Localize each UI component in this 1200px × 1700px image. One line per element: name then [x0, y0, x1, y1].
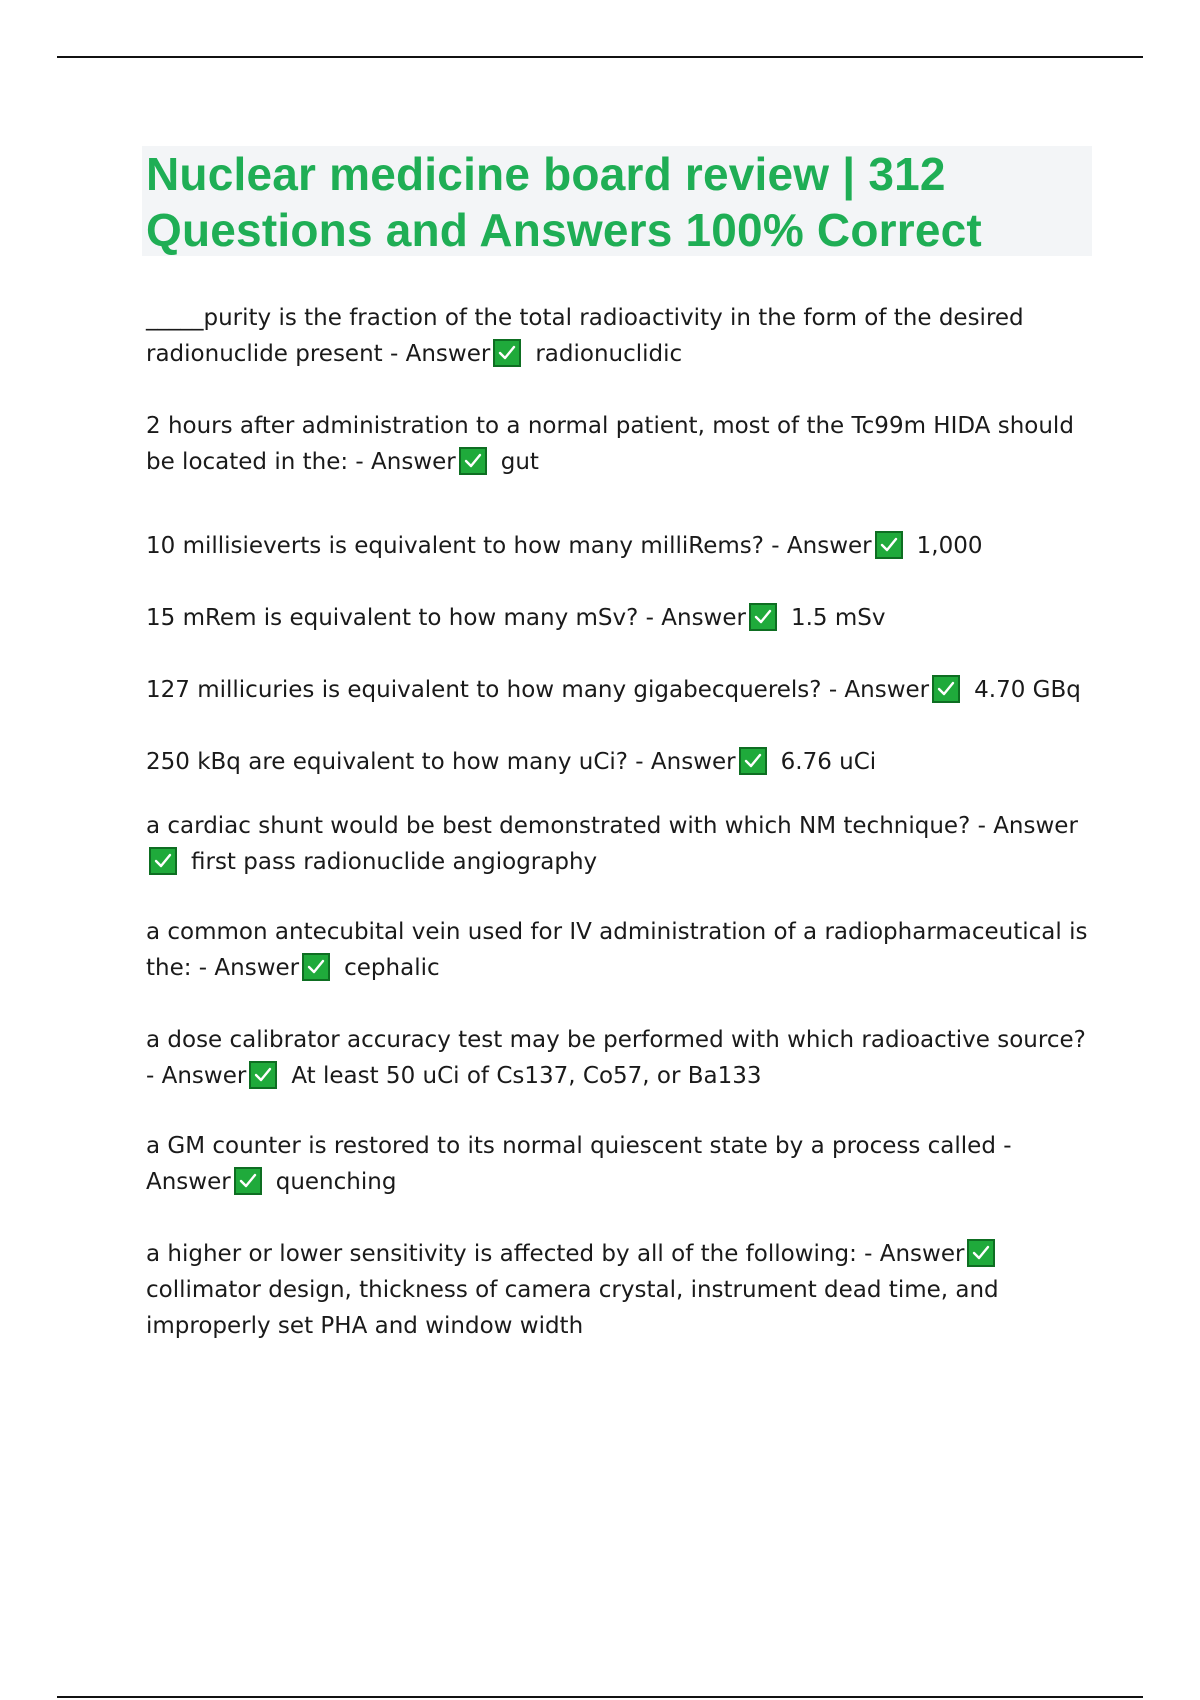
qa-item	[146, 808, 1096, 880]
check-mark-icon	[739, 747, 767, 775]
check-mark-icon	[875, 531, 903, 559]
qa-item	[146, 914, 1096, 986]
check-mark-icon	[459, 447, 487, 475]
answer-text: collimator design, thickness of camera crystal, instrument dead time, and improperly set PHA and window width	[146, 1277, 999, 1339]
question-text: a GM counter is restored to its normal quiescent state by a process called - Answer	[146, 1133, 1012, 1195]
answer-text: 1.5 mSv	[790, 605, 886, 631]
qa-item	[146, 1128, 1096, 1200]
qa-item	[146, 1236, 1096, 1344]
answer-text: 4.70 GBq	[974, 677, 1081, 703]
check-mark-icon	[493, 339, 521, 367]
page-title: Nuclear medicine board review | 312 Questions and Answers 100% Correct	[146, 148, 982, 256]
check-mark-icon	[149, 847, 177, 875]
check-mark-icon	[302, 953, 330, 981]
question-text: 2 hours after administration to a normal patient, most of the Tc99m HIDA should be located in the: - Answer	[146, 413, 1074, 475]
question-text: a higher or lower sensitivity is affected by all of the following: - Answer	[146, 1241, 965, 1267]
answer-text: At least 50 uCi of Cs137, Co57, or Ba133	[291, 1063, 762, 1089]
question-text: a common antecubital vein used for IV administration of a radiopharmaceutical is the: - Answer	[146, 919, 1088, 981]
top-rule	[57, 56, 1143, 58]
answer-text: 1,000	[916, 533, 983, 559]
check-mark-icon	[932, 675, 960, 703]
question-text: a cardiac shunt would be best demonstrated with which NM technique? - Answer	[146, 813, 1078, 839]
check-mark-icon	[749, 603, 777, 631]
question-text: _____purity is the fraction of the total radioactivity in the form of the desired radionuclide present - Answer	[146, 305, 1024, 367]
question-text: 250 kBq are equivalent to how many uCi? - Answer	[146, 749, 736, 775]
answer-text: cephalic	[344, 955, 440, 981]
qa-item	[146, 408, 1096, 480]
question-text: 10 millisieverts is equivalent to how many milliRems? - Answer	[146, 533, 872, 559]
question-text: 15 mRem is equivalent to how many mSv? - Answer	[146, 605, 746, 631]
qa-item	[146, 600, 1096, 636]
answer-text: radionuclidic	[535, 341, 683, 367]
bottom-rule	[57, 1696, 1143, 1698]
answer-text: quenching	[275, 1169, 397, 1195]
qa-item	[146, 300, 1096, 372]
answer-text: 6.76 uCi	[780, 749, 877, 775]
qa-item	[146, 744, 1096, 780]
question-text: 127 millicuries is equivalent to how many gigabecquerels? - Answer	[146, 677, 930, 703]
question-text: a dose calibrator accuracy test may be performed with which radioactive source? - Answer	[146, 1027, 1086, 1089]
check-mark-icon	[234, 1167, 262, 1195]
qa-item	[146, 672, 1096, 708]
answer-text: gut	[500, 449, 539, 475]
check-mark-icon	[967, 1239, 995, 1267]
check-mark-icon	[249, 1061, 277, 1089]
answer-text: first pass radionuclide angiography	[191, 849, 598, 875]
qa-item	[146, 1022, 1096, 1094]
qa-item	[146, 528, 1096, 564]
